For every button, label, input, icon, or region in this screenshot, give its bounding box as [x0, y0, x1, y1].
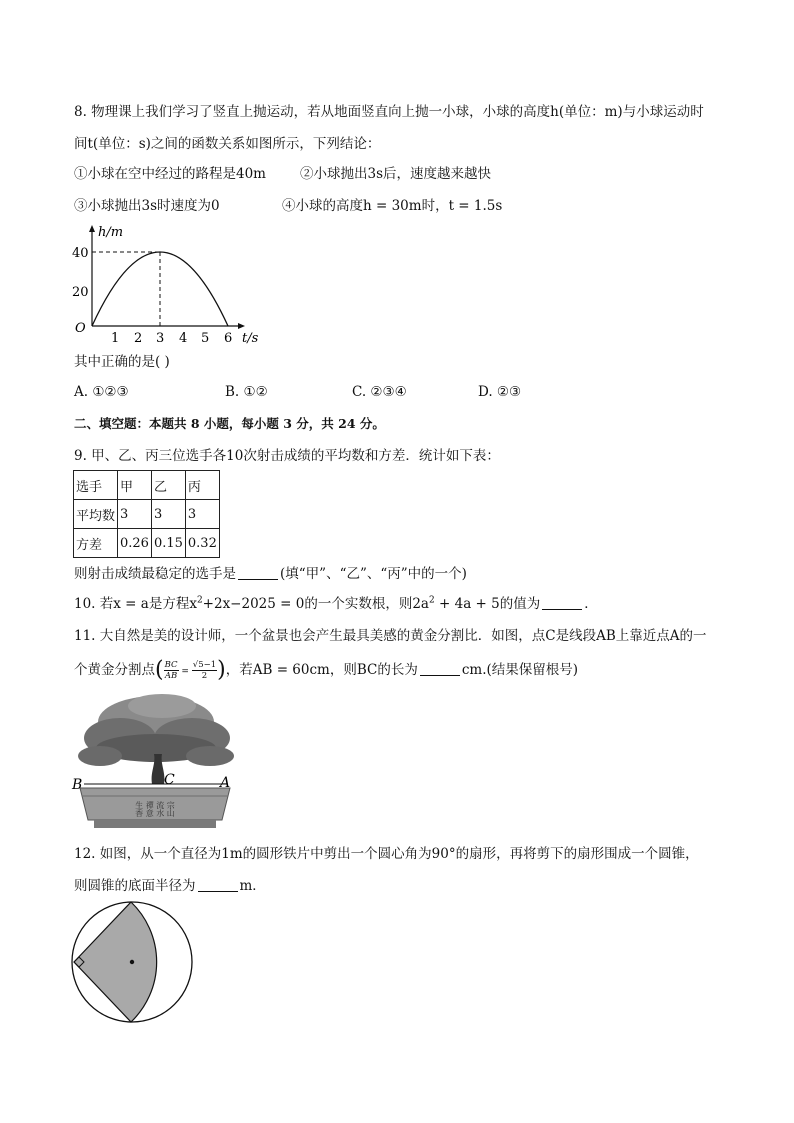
- q10-post: + 4a + 5的值为: [434, 596, 541, 612]
- table-cell: 丙: [185, 471, 219, 500]
- table-cell: 乙: [151, 471, 185, 500]
- q11-fraction-left: [164, 660, 179, 681]
- q12-line2-pre: 则圆锥的底面半径为: [74, 878, 196, 894]
- table-cell: 选手: [74, 471, 118, 500]
- graph-xtick-4: 4: [179, 331, 188, 346]
- q10-answer-blank[interactable]: [542, 595, 582, 610]
- table-cell: 甲: [118, 471, 152, 500]
- q12-center-dot: [130, 960, 134, 964]
- q11-equals: =: [178, 667, 192, 677]
- q9-answer-post: (填“甲”、“乙”、“丙”中的一个): [280, 566, 467, 582]
- q9-answer-line: [74, 564, 467, 584]
- q12-line-2: [74, 876, 266, 896]
- q10-exp-2: 2: [428, 595, 435, 606]
- q9-answer-pre: 则射击成绩最稳定的选手是: [74, 566, 236, 582]
- q8-statement-1: ①小球在空中经过的路程是40m: [74, 166, 266, 182]
- graph-xtick-6: 6: [224, 331, 233, 346]
- q11-answer-blank[interactable]: [420, 661, 460, 676]
- section-heading: 二、填空题：本题共 8 小题，每小题 3 分，共 24 分。: [74, 416, 385, 431]
- q12-sector-figure: [68, 898, 196, 1026]
- graph-xtick-2: 2: [134, 331, 143, 346]
- table-row: [74, 471, 220, 500]
- graph-y-arrow: [89, 225, 95, 232]
- table-cell: 0.15: [151, 529, 185, 558]
- table-cell: 0.32: [185, 529, 219, 558]
- q12-answer-blank[interactable]: [198, 877, 238, 892]
- q8-statement-3: ③小球抛出3s时速度为0: [74, 198, 220, 214]
- q11-line2-mid: ，若AB = 60cm，则BC的长为: [225, 662, 418, 678]
- table-row: [74, 500, 220, 529]
- q11-line-1: 11. 大自然是美的设计师，一个盆景也会产生最具美感的黄金分割比．如图，点C是线段AB上靠近点A的一: [74, 628, 707, 644]
- table-cell: 3: [185, 500, 219, 529]
- q10-mid: +2x−2025 = 0的一个实数根，则2a: [202, 596, 429, 612]
- q8-option-b[interactable]: B. ①②: [225, 384, 268, 400]
- q12-line2-post: m．: [239, 878, 266, 894]
- q11-line2-pre: 个黄金分割点: [74, 662, 155, 678]
- graph-xtick-3: 3: [156, 331, 165, 346]
- graph-origin: O: [75, 321, 86, 336]
- graph-ytick-40: 40: [72, 246, 89, 261]
- q8-statement-2: ②小球抛出3s后，速度越来越快: [300, 166, 492, 182]
- graph-xtick-5: 5: [201, 331, 210, 346]
- q8-question: 其中正确的是( ): [74, 354, 170, 370]
- graph-xlabel: t/s: [242, 331, 259, 346]
- q11-bonsai-image: [70, 692, 240, 834]
- q11-frac-right-num: √5−1: [192, 660, 217, 670]
- graph-xtick-1: 1: [111, 331, 120, 346]
- q9-score-table: [73, 470, 220, 558]
- q11-line2-post: cm.(结果保留根号): [461, 662, 579, 678]
- label-c: C: [164, 772, 175, 788]
- q12-line-1: 12. 如图，从一个直径为1m的圆形铁片中剪出一个圆心角为90°的扇形，再将剪下的扇形围成一个圆锥，: [74, 846, 699, 862]
- q8-height-time-graph: [70, 222, 270, 350]
- q8-line-1: 8. 物理课上我们学习了竖直上抛运动，若从地面竖直向上抛一小球，小球的高度h(单位：m)与小球运动时: [74, 104, 704, 120]
- q11-frac-left-den: AB: [164, 671, 178, 681]
- q10-line: [74, 594, 598, 614]
- graph-ytick-20: 20: [72, 285, 89, 300]
- q9-text: 9. 甲、乙、丙三位选手各10次射击成绩的平均数和方差．统计如下表：: [74, 448, 500, 464]
- q8-statement-4: ④小球的高度h = 30m时，t = 1.5s: [282, 198, 503, 214]
- bonsai-pot-foot: [94, 820, 216, 828]
- bonsai-pot-inscription: 生 禪 流 宗: [135, 801, 175, 810]
- q8-option-d[interactable]: D. ②③: [478, 384, 522, 400]
- q11-paren-open: (: [155, 657, 164, 683]
- label-a: A: [220, 775, 231, 791]
- q11-frac-right-den: 2: [201, 671, 208, 681]
- q8-option-a[interactable]: A. ①②③: [74, 384, 129, 400]
- q11-paren-close: ): [217, 657, 226, 683]
- table-cell: 0.26: [118, 529, 152, 558]
- table-cell: 3: [151, 500, 185, 529]
- q11-fraction-right: [192, 660, 217, 681]
- q12-sector: [74, 902, 157, 1022]
- label-b: B: [72, 777, 83, 793]
- graph-x-arrow: [238, 323, 245, 329]
- q10-end: ．: [584, 596, 598, 612]
- bonsai-pot-inscription-2: 香 意 水 山: [135, 809, 175, 818]
- table-cell: 平均数: [74, 500, 118, 529]
- q11-frac-left-num: BC: [164, 660, 178, 670]
- table-cell: 3: [118, 500, 152, 529]
- q10-pre: 10. 若x = a是方程x: [74, 596, 197, 612]
- q9-answer-blank[interactable]: [238, 565, 278, 580]
- graph-ylabel: h/m: [98, 225, 124, 240]
- table-row: [74, 529, 220, 558]
- q8-option-c[interactable]: C. ②③④: [352, 384, 407, 400]
- q11-line-2: [74, 657, 579, 683]
- table-cell: 方差: [74, 529, 118, 558]
- q8-line-2: 间t(单位：s)之间的函数关系如图所示，下列结论：: [74, 136, 381, 152]
- q10-exp-1: 2: [196, 595, 203, 606]
